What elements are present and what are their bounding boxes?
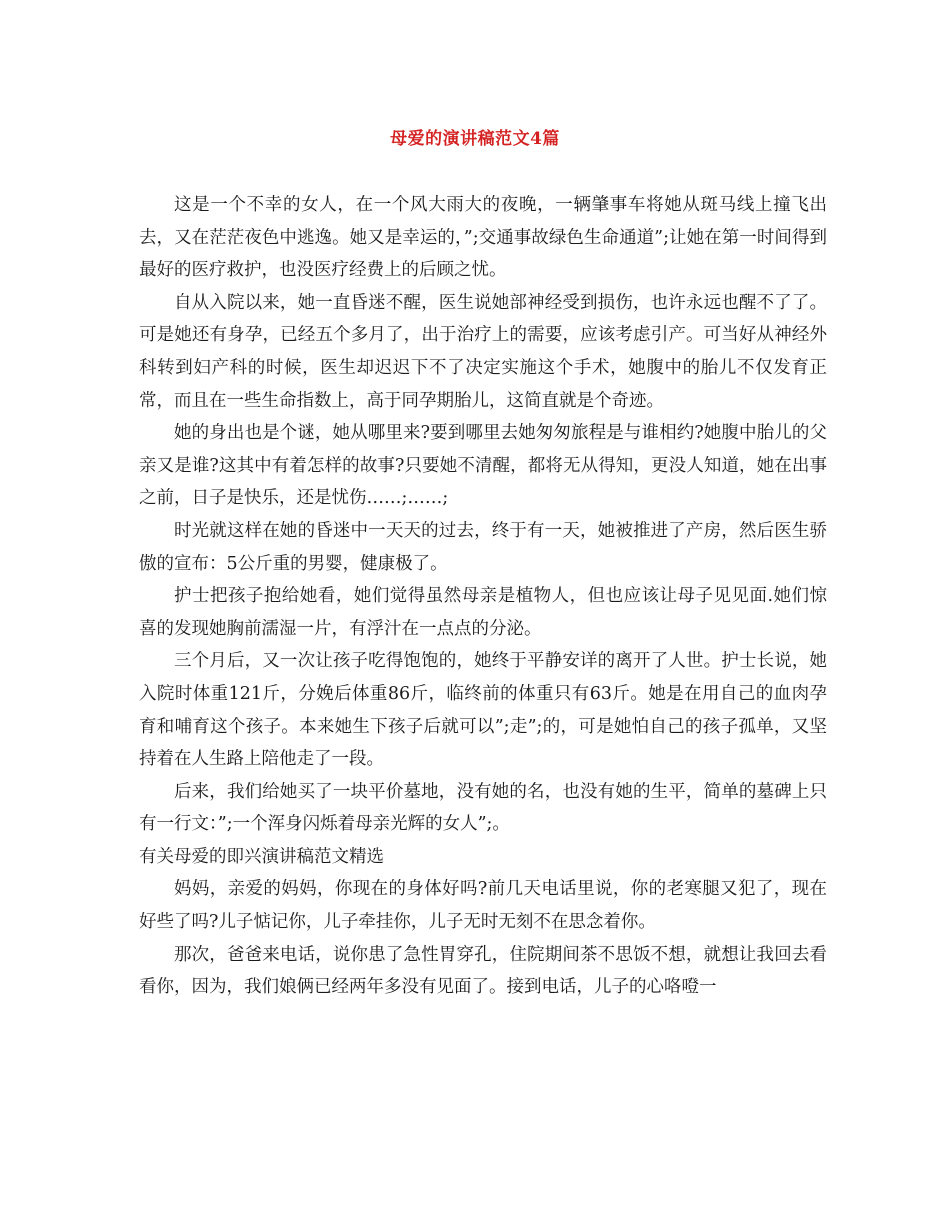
document-body [139,189,827,1004]
section-heading: 有关母爱的即兴演讲稿范文精选 [139,846,384,867]
document-title: 母爱的演讲稿范文4篇 [390,129,560,149]
paragraph: 三个月后，又一次让孩子吃得饱饱的，她终于平静安详的离开了人世。护士长说，她入院时体重121斤，分娩后体重86斤，临终前的体重只有63斤。她是在用自己的血肉孕育和哺育这个孩子。本来她生下孩子后就可以”;走”;的，可是她怕自己的孩子孤单，又坚持着在人生路上陪他走了一段。 [139,651,827,770]
paragraph: 她的身出也是个谜，她从哪里来?要到哪里去她匆匆旅程是与谁相约?她腹中胎儿的父亲又是谁?这其中有着怎样的故事?只要她不清醒，都将无从得知，更没人知道，她在出事之前，日子是快乐，还是忧伤……;……; [139,423,827,509]
paragraph: 后来，我们给她买了一块平价墓地，没有她的名，也没有她的生平，简单的墓碑上只有一行文：”;一个浑身闪烁着母亲光辉的女人”;。 [139,781,827,835]
paragraph: 妈妈，亲爱的妈妈，你现在的身体好吗?前几天电话里说，你的老寒腿又犯了，现在好些了吗?儿子惦记你，儿子牵挂你，儿子无时无刻不在思念着你。 [139,879,827,933]
paragraph: 那次，爸爸来电话，说你患了急性胃穿孔，住院期间茶不思饭不想，就想让我回去看看你，因为，我们娘俩已经两年多没有见面了。接到电话，儿子的心咯噔一 [139,944,827,998]
paragraph: 护士把孩子抱给她看，她们觉得虽然母亲是植物人，但也应该让母子见见面.她们惊喜的发现她胸前濡湿一片，有浮汁在一点点的分泌。 [139,586,827,639]
paragraph: 时光就这样在她的昏迷中一天天的过去，终于有一天，她被推进了产房，然后医生骄傲的宣布：5公斤重的男婴，健康极了。 [139,520,827,574]
paragraph: 自从入院以来，她一直昏迷不醒，医生说她部神经受到损伤，也许永远也醒不了了。可是她还有身孕，已经五个多月了，出于治疗上的需要，应该考虑引产。可当好从神经外科转到妇产科的时候，医生却迟迟下不了决定实施这个手术，她腹中的胎儿不仅发育正常，而且在一些生命指数上，高于同孕期胎儿，这简直就是个奇迹。 [139,292,827,411]
paragraph: 这是一个不幸的女人，在一个风大雨大的夜晚，一辆肇事车将她从斑马线上撞飞出去，又在茫茫夜色中逃逸。她又是幸运的，”;交通事故绿色生命通道”;让她在第一时间得到最好的医疗救护，也没医疗经费上的后顾之忧。 [139,195,827,281]
